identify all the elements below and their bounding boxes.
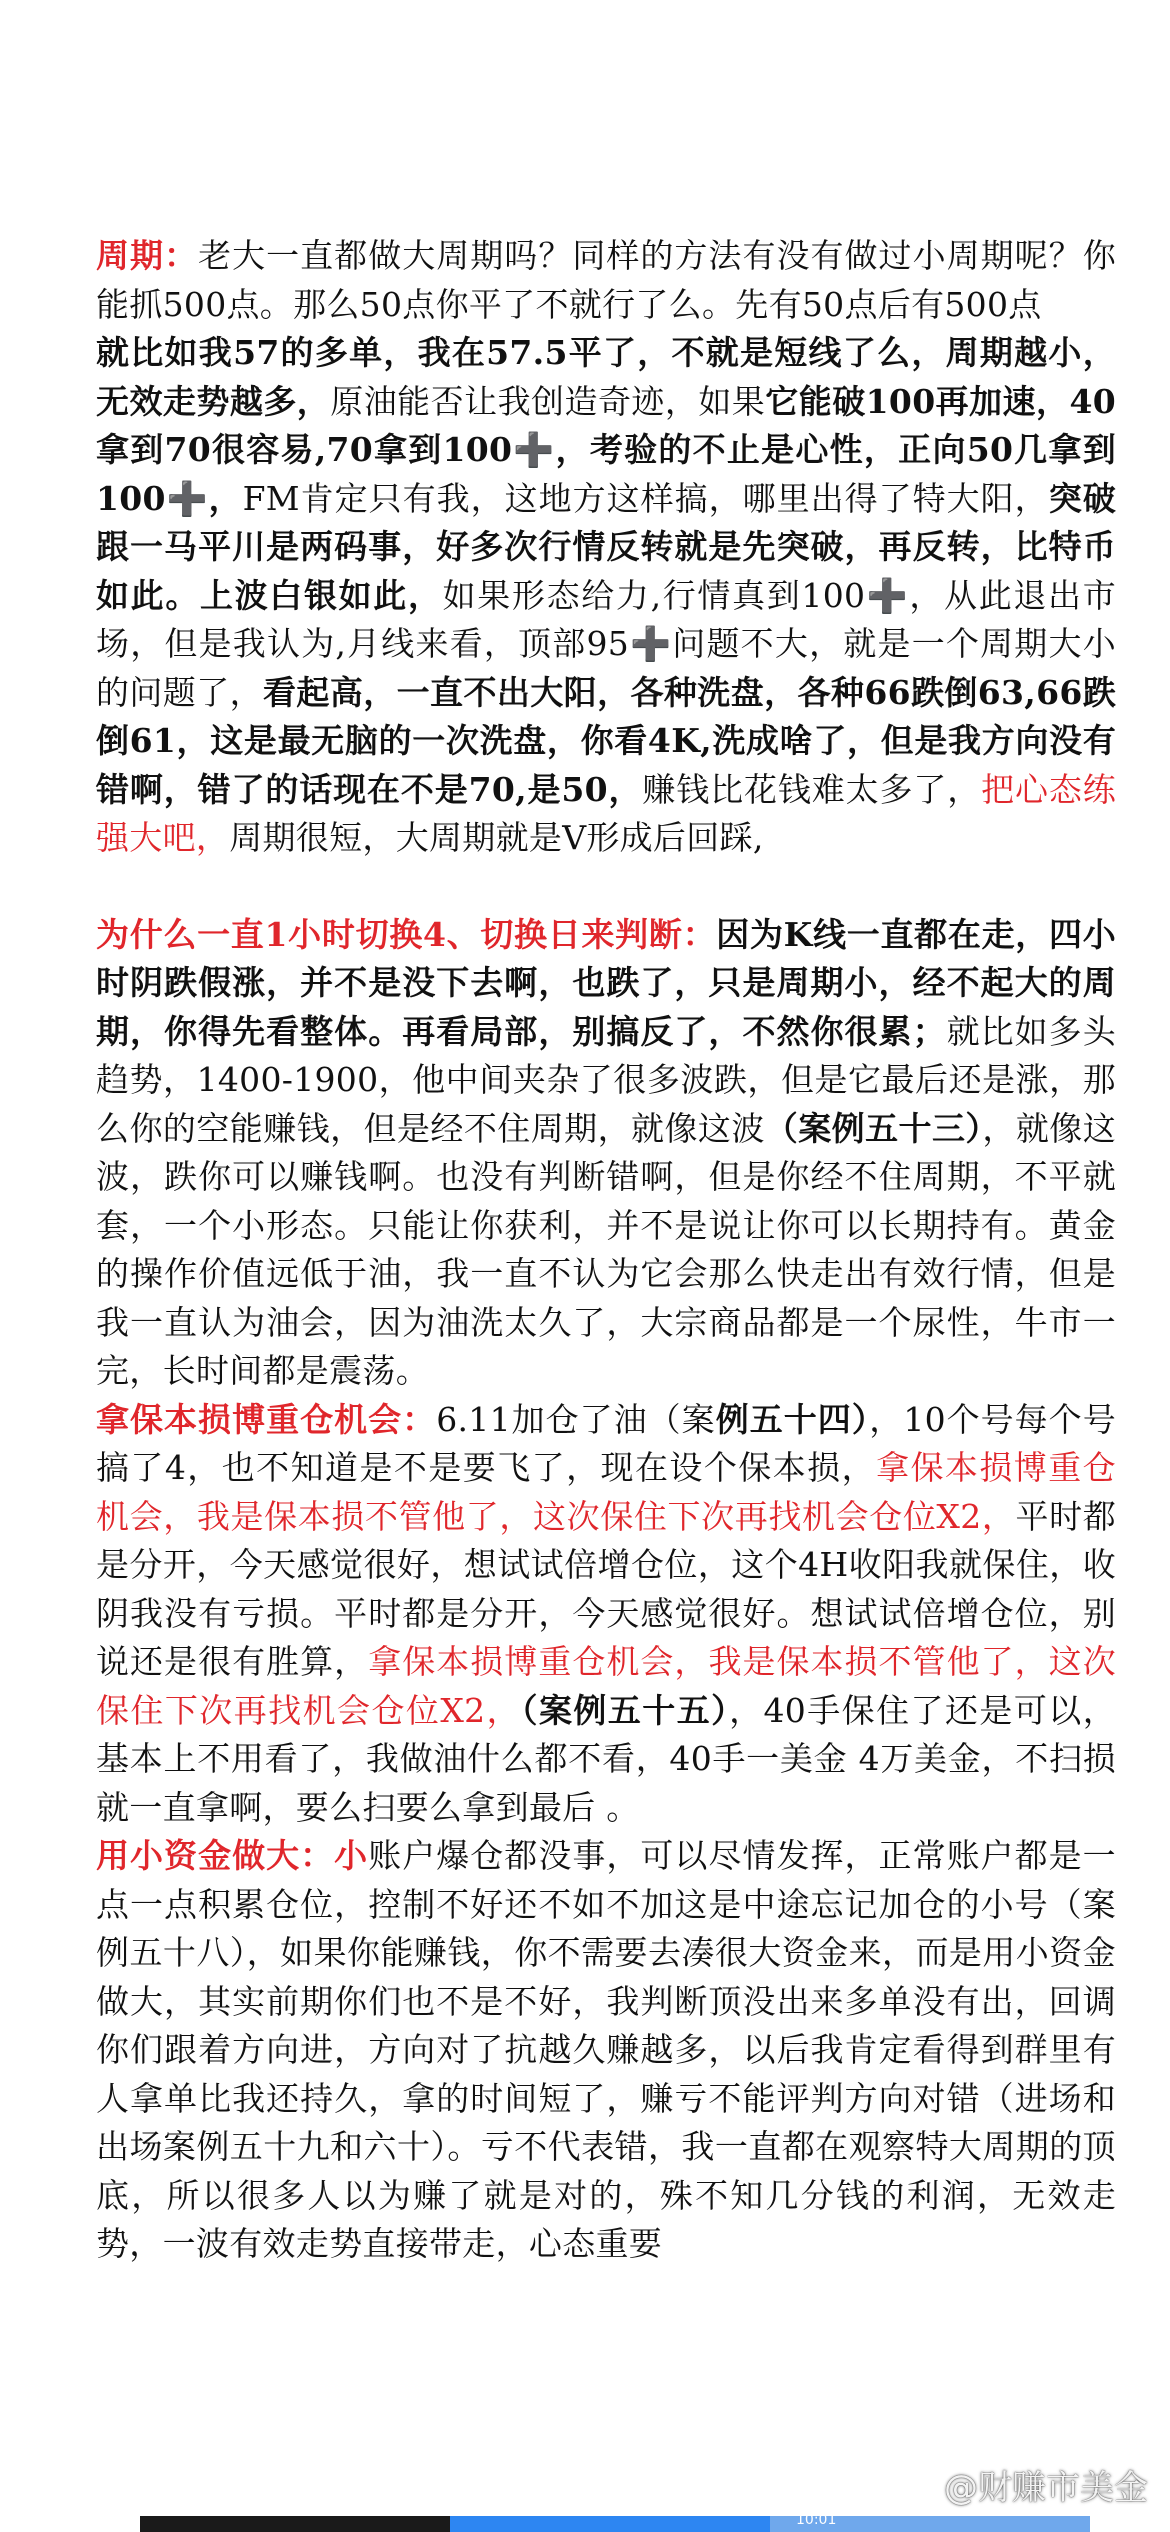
text-segment: 平时都是分开，今天感觉很好，想试试倍增仓位，这个4H收阳我就保住，收阴我没有亏损。平时都是分开，今天感觉很好。想试试倍增仓位，别说还是很有胜算， <box>96 1496 1117 1681</box>
bottom-thumbnail-strip <box>0 2516 1170 2532</box>
text-segment: （案例五十三） <box>764 1108 983 1148</box>
paragraph-zhouqi <box>96 232 1116 329</box>
text-segment: 它能破100再加速，40拿到70很容易,70拿到100➕，考验的不止是心性，正向50几拿到100➕， <box>96 381 1116 518</box>
text-segment: 看起高，一直不出大阳，各种洗盘，各种66跌倒63,66跌倒61，这是最无脑的一次洗盘，你看4K,洗成啥了，但是我方向没有错啊，错了的话现在不是70,是50， <box>96 672 1116 809</box>
text-segment: 原油能否让我创造奇迹，如果 <box>330 381 766 421</box>
text-segment: 周期： <box>96 236 199 275</box>
text-segment: 就比如我57的多单，我在57.5平了，不就是短线了么，周期越小，无效走势越多， <box>96 333 1116 421</box>
text-segment: 例五十四） <box>715 1399 870 1439</box>
text-segment: 就比如多头趋势，1400-1900，他中间夹杂了很多波跌，但是它最后还是涨，那么你的空能赚钱，但是经不住周期，就像这波 <box>96 1011 1117 1148</box>
text-segment: 拿保本损博重仓机会： <box>96 1399 437 1439</box>
thumbnail-dark <box>140 2516 450 2532</box>
text-segment: ，10个号每个号搞了4，也不知道是不是要飞了，现在设个保本损， <box>96 1399 1116 1487</box>
paragraph-xiaozijin <box>96 1832 1116 2269</box>
text-segment: 为什么一直1小时切换4、切换日来判断： <box>96 914 717 954</box>
thumbnail-time: 10:01 <box>796 2512 837 2528</box>
text-segment: ，40手保住了还是可以，基本上不用看了，我做油什么都不看，40手一美金 4万美金，不扫损就一直拿啊，要么扫要么拿到最后 。 <box>96 1690 1117 1827</box>
text-segment: ，就像这波，跌你可以赚钱啊。也没有判断错啊，但是你经不住周期，不平就套，一个小形态。只能让你获利，并不是说让你可以长期持有。黄金的操作价值远低于油，我一直不认为它会那么快走出有效行情，但是我一直认为油会，因为油洗太久了，大宗商品都是一个尿性，牛市一完，长时间都是震荡。 <box>96 1108 1116 1390</box>
text-segment: 心态重要 <box>528 2224 663 2263</box>
paragraph-gap <box>96 863 1116 911</box>
text-segment: 把心态练强大吧， <box>96 769 1117 857</box>
text-segment: 因为K线一直都在走，四小时阴跌假涨，并不是没下去啊，也跌了，只是周期小，经不起大的周期，你得先看整体。再看局部，别搞反了，不然你很累； <box>96 914 1116 1051</box>
text-segment: 拿保本损博重仓机会，我是保本损不管他了，这次保住下次再找机会仓位X2， <box>96 1642 1116 1730</box>
text-segment: 如果形态给力,行情真到100➕，从此退出市场，但是我认为,月线来看，顶部95➕问题不大，就是一个周期大小的问题了， <box>96 575 1116 712</box>
text-segment: 拿保本损博重仓机会，我是保本损不管他了，这次保住下次再找机会仓位X2， <box>96 1448 1116 1536</box>
paragraph-why-switch <box>96 911 1116 1396</box>
text-segment: 用小资金做大： <box>96 1836 335 1875</box>
watermark: @财赚市美金 <box>944 2468 1148 2508</box>
text-segment: 老大一直都做大周期吗？同样的方法有没有做过小周期呢？你能抓500点。那么50点你平了不就行了么。先有50点后有500点 <box>96 236 1116 324</box>
text-segment: 周期很短，大周期就是V形成后回踩, <box>229 818 764 857</box>
text-segment: （案例五十五） <box>521 1690 730 1730</box>
text-segment: 赚钱比花钱难太多了， <box>642 769 982 809</box>
text-segment: FM肯定只有我，这地方这样搞，哪里出得了特大阳， <box>242 478 1049 518</box>
paragraph-example-57 <box>96 329 1116 863</box>
text-segment: 账户爆仓都没事，可以尽情发挥，正常账户都是一点一点积累仓位，控制不好还不如不加这是中途忘记加仓的小号（案例五十八），如果你能赚钱，你不需要去凑很大资金来，而是用小资金做大，其实前期你们也不是不好，我判断顶没出来多单没有出，回调你们跟着方向进，方向对了抗越久赚越多，以后我肯定看得到群里有人拿单比我还持久，拿的时间短了，赚亏不能评判方向对错（进场和出场案例五十九和六十）。亏不代表错，我一直都在观察特大周期的顶底，所以很多人以为赚了就是对的，殊不知几分钱的利润，无效走势，一波有效走势直接带走， <box>96 1836 1116 2263</box>
article-body <box>96 232 1116 2269</box>
text-segment: 小 <box>334 1836 369 1875</box>
text-segment: 6.11加仓了油（案 <box>436 1399 716 1439</box>
paragraph-baoben <box>96 1396 1116 1833</box>
thumbnail-blue <box>450 2516 770 2532</box>
text-segment: 突破跟一马平川是两码事，好多次行情反转就是先突破，再反转，比特币如此。上波白银如此， <box>96 478 1116 615</box>
